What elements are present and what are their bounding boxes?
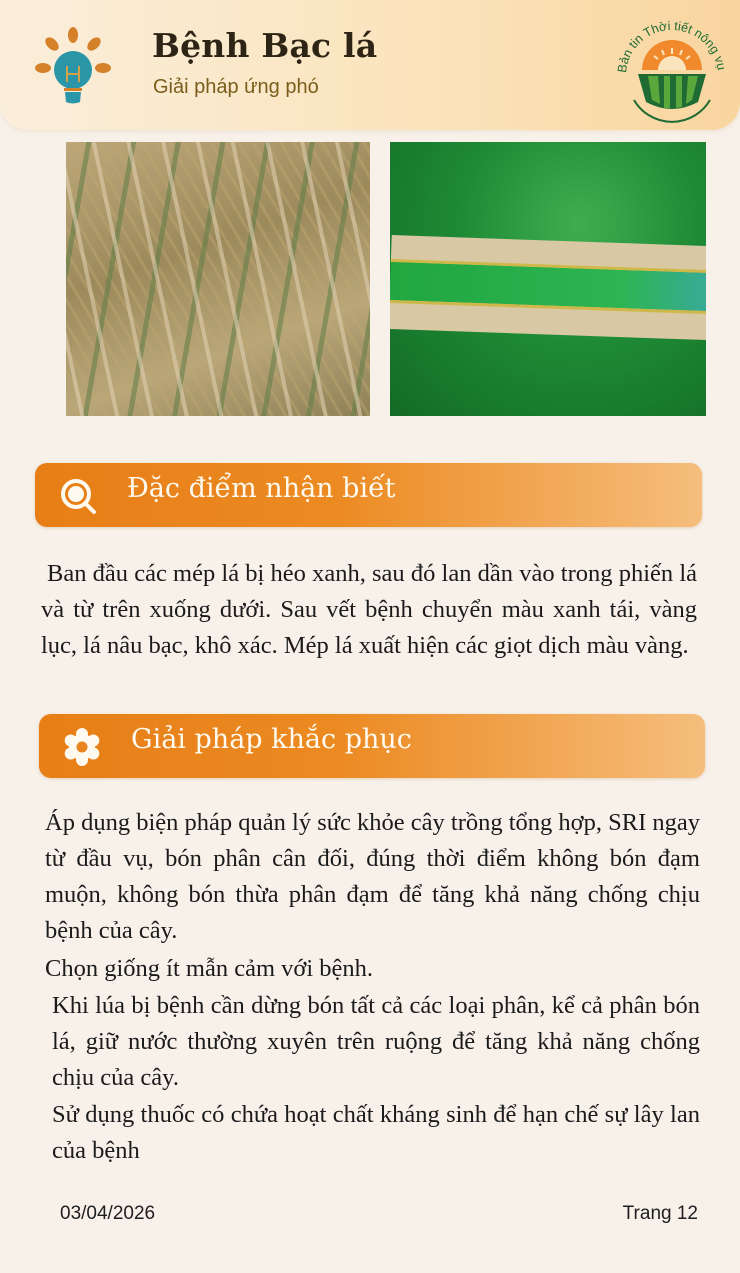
footer-date: 03/04/2026 — [60, 1203, 156, 1224]
solution-paragraph: Chọn giống ít mẫn cảm với bệnh. — [45, 955, 374, 982]
section-title: Giải pháp khắc phục — [131, 724, 412, 755]
solution-paragraph: Áp dụng biện pháp quản lý sức khỏe cây trồng tổng hợp, SRI ngay từ đầu vụ, bón phân cân đối, đúng thời điểm không bón đạm muộn, không bón thừa phân đạm để tăng khả năng chống chịu bệnh của cây. — [45, 809, 700, 944]
weather-bulletin-logo — [612, 8, 732, 126]
section-header-identification — [35, 463, 702, 527]
gear-icon — [61, 726, 103, 768]
photo-diseased-rice-field — [66, 142, 370, 416]
identification-text: Ban đầu các mép lá bị héo xanh, sau đó lan dần vào trong phiến lá và từ trên xuống dưới. Sau vết bệnh chuyển màu xanh tái, vàng lục, lá nâu bạc, khô xác. Mép lá xuất hiện các giọt dịch màu vàng. — [41, 560, 697, 659]
page-title: Bệnh Bạc lá — [152, 26, 378, 65]
search-icon — [57, 475, 99, 517]
solution-paragraph: Khi lúa bị bệnh cần dừng bón tất cả các loại phân, kể cả phân bón lá, giữ nước thường xuyên trên ruộng để tăng khả năng chống chịu của cây. — [52, 992, 700, 1091]
section-header-solutions — [39, 714, 705, 778]
footer-page-number: Trang 12 — [622, 1203, 698, 1224]
lightbulb-icon — [34, 26, 112, 106]
svg-text:Bản tin Thời tiết nông vụ: Bản tin Thời tiết nông vụ — [615, 19, 729, 74]
page-subtitle: Giải pháp ứng phó — [153, 76, 319, 98]
section-title: Đặc điểm nhận biết — [127, 473, 396, 504]
page-header — [0, 0, 740, 130]
solution-paragraph: Sử dụng thuốc có chứa hoạt chất kháng sinh để hạn chế sự lây lan của bệnh — [52, 1101, 700, 1164]
photo-blighted-rice-leaf — [390, 142, 706, 416]
